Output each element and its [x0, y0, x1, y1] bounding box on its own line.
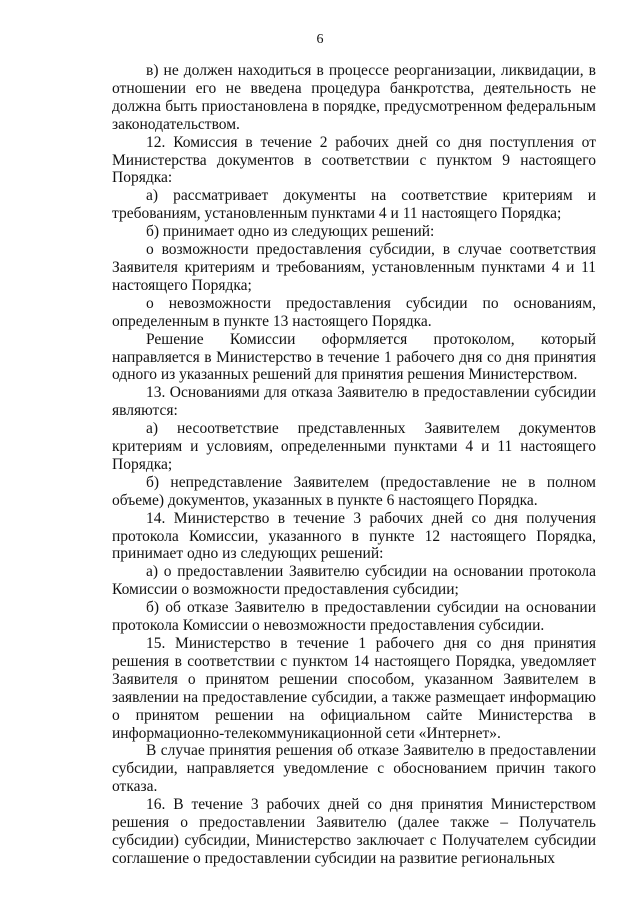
paragraph-12b: б) принимает одно из следующих решений:: [146, 223, 435, 241]
paragraph-3v: в) не должен находиться в процессе реорганизации, ликвидации, в отношении его не введена процедура банкротства, деятельность не должна быть приостановлена в порядке, предусмотренном федеральным законодательством.: [112, 62, 596, 133]
paragraph-12: 12. Комиссия в течение 2 рабочих дней со дня поступления от Министерства документов в соответствии с пунктом 9 настоящего Порядка:: [112, 133, 596, 187]
paragraph-13b: б) непредставление Заявителем (предоставление не в полном объеме) документов, указанных в пункте 6 настоящего Порядка.: [112, 473, 596, 509]
paragraph-15: 15. Министерство в течение 1 рабочего дня со дня принятия решения в соответствии с пунктом 14 настоящего Порядка, уведомляет Заявителя о принятом решении способом, указанном Заявителем в заявлении на предоставление субсидии, а также размещает информацию о принятом решении на официальном сайте Министерства в информационно-телекоммуникационной сети «Интернет».: [112, 635, 596, 742]
paragraph-14b: б) об отказе Заявителю в предоставлении субсидии на основании протокола Комиссии о невозможности предоставления субсидии.: [112, 599, 596, 635]
paragraph-12b-option-possible: о возможности предоставления субсидии, в случае соответствия Заявителя критериям и требованиям, установленным пунктами 4 и 11 настоящего Порядка;: [112, 241, 596, 294]
page-number: 6: [316, 32, 324, 47]
paragraph-14a: а) о предоставлении Заявителю субсидии на основании протокола Комиссии о возможности предоставления субсидии;: [112, 563, 596, 599]
paragraph-14: 14. Министерство в течение 3 рабочих дней со дня получения протокола Комиссии, указанного в пункте 12 настоящего Порядка, принимает одно из следующих решений:: [112, 509, 596, 563]
paragraph-16: 16. В течение 3 рабочих дней со дня принятия Министерством решения о предоставлении Заявителю (далее также – Получатель субсидии) субсидии, Министерство заключает с Получателем субсидии соглашение о предоставлении субсидии на развитие региональных: [112, 796, 596, 867]
paragraph-12b-option-impossible: о невозможности предоставления субсидии по основаниям, определенным в пункте 13 настоящего Порядка.: [112, 294, 596, 330]
paragraph-13: 13. Основаниями для отказа Заявителю в предоставлении субсидии являются:: [112, 384, 596, 420]
paragraph-12a: а) рассматривает документы на соответствие критериям и требованиям, установленным пунктами 4 и 11 настоящего Порядка;: [112, 187, 596, 223]
paragraph-15-refusal: В случае принятия решения об отказе Заявителю в предоставлении субсидии, направляется уведомление с обоснованием причин такого отказа.: [112, 742, 596, 796]
document-body: [112, 62, 596, 868]
paragraph-13a: а) несоответствие представленных Заявителем документов критериям и условиям, определенными пунктами 4 и 11 настоящего Порядка;: [112, 420, 596, 473]
paragraph-12-protocol: Решение Комиссии оформляется протоколом, который направляется в Министерство в течение 1 рабочего дня со дня принятия одного из указанных решений для принятия решения Министерством.: [112, 330, 596, 384]
